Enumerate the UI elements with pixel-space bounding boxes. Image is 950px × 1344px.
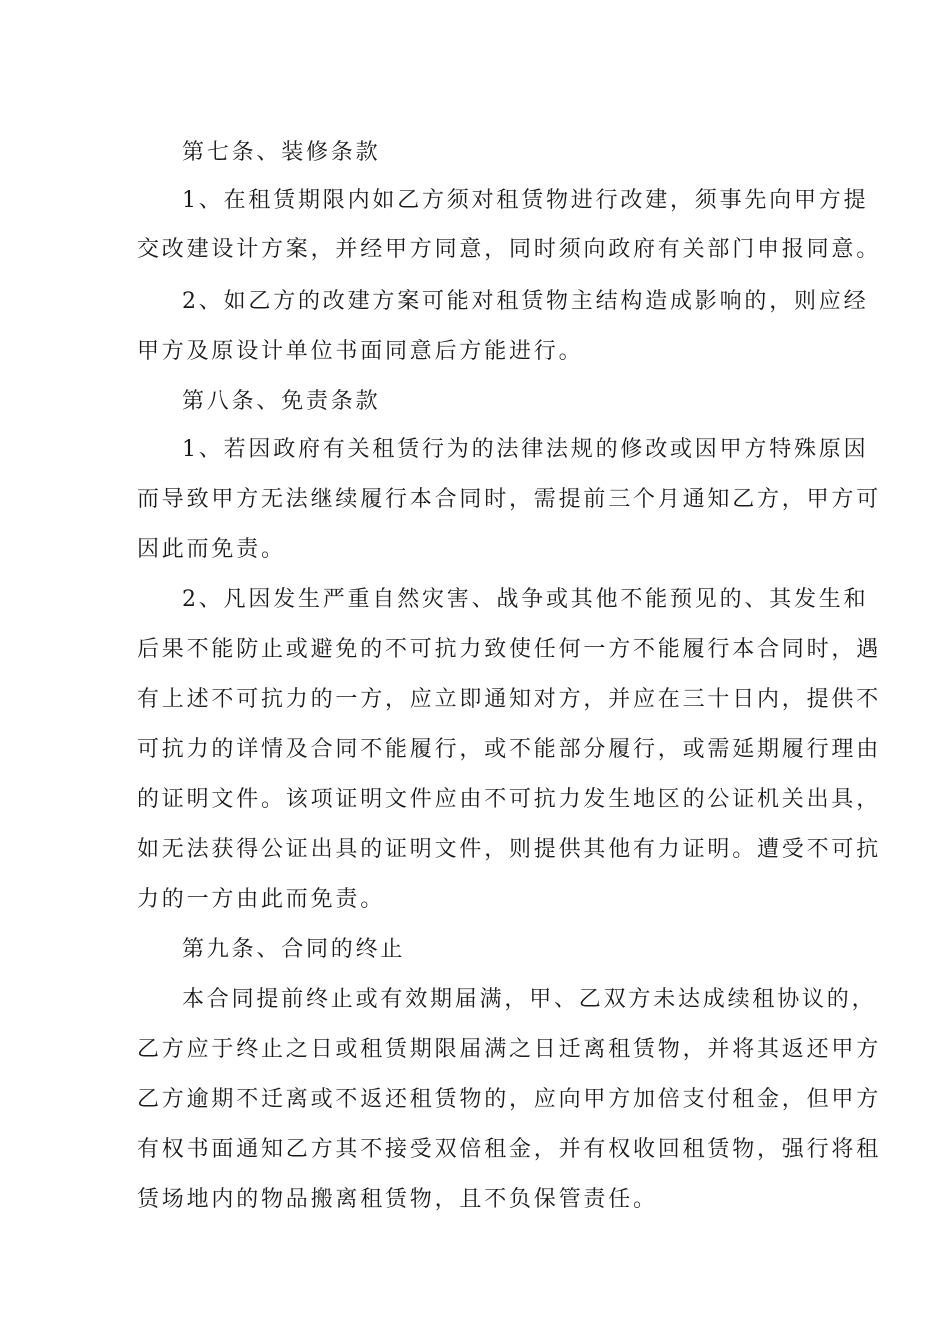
paragraph-line: 1、在租赁期限内如乙方须对租赁物进行改建，须事先向甲方提 <box>182 188 869 213</box>
paragraph-line: 1、若因政府有关租赁行为的法律法规的修改或因甲方特殊原因 <box>182 437 869 462</box>
paragraph-line: 有上述不可抗力的一方，应立即通知对方，并应在三十日内，提供不 <box>137 687 882 712</box>
paragraph-line: 因此而免责。 <box>137 537 286 562</box>
article-8-heading: 第八条、免责条款 <box>182 389 381 414</box>
paragraph-line: 有权书面通知乙方其不接受双倍租金，并有权收回租赁物，强行将租 <box>137 1137 882 1162</box>
paragraph-line: 如无法获得公证出具的证明文件，则提供其他有力证明。遭受不可抗 <box>137 837 882 862</box>
paragraph-line: 乙方应于终止之日或租赁期限届满之日迁离租赁物，并将其返还甲方 <box>137 1037 882 1062</box>
paragraph-line: 2、如乙方的改建方案可能对租赁物主结构造成影响的，则应经 <box>182 289 869 314</box>
paragraph-line: 乙方逾期不迁离或不返还租赁物的，应向甲方加倍支付租金，但甲方 <box>137 1087 882 1112</box>
paragraph-line: 可抗力的详情及合同不能履行，或不能部分履行，或需延期履行理由 <box>137 737 882 762</box>
paragraph-line: 2、凡因发生严重自然灾害、战争或其他不能预见的、其发生和 <box>182 587 869 612</box>
article-7-heading: 第七条、装修条款 <box>182 140 381 165</box>
paragraph-line: 赁场地内的物品搬离租赁物，且不负保管责任。 <box>137 1187 658 1212</box>
paragraph-line: 力的一方由此而免责。 <box>137 887 386 912</box>
paragraph-line: 的证明文件。该项证明文件应由不可抗力发生地区的公证机关出具， <box>137 787 882 812</box>
paragraph-line: 甲方及原设计单位书面同意后方能进行。 <box>137 339 584 364</box>
paragraph-line: 交改建设计方案，并经甲方同意，同时须向政府有关部门申报同意。 <box>137 237 882 262</box>
paragraph-line: 后果不能防止或避免的不可抗力致使任何一方不能履行本合同时，遇 <box>137 637 882 662</box>
paragraph-line: 而导致甲方无法继续履行本合同时，需提前三个月通知乙方，甲方可 <box>137 487 882 512</box>
paragraph-line: 本合同提前终止或有效期届满，甲、乙双方未达成续租协议的， <box>182 987 877 1012</box>
article-9-heading: 第九条、合同的终止 <box>182 937 406 962</box>
